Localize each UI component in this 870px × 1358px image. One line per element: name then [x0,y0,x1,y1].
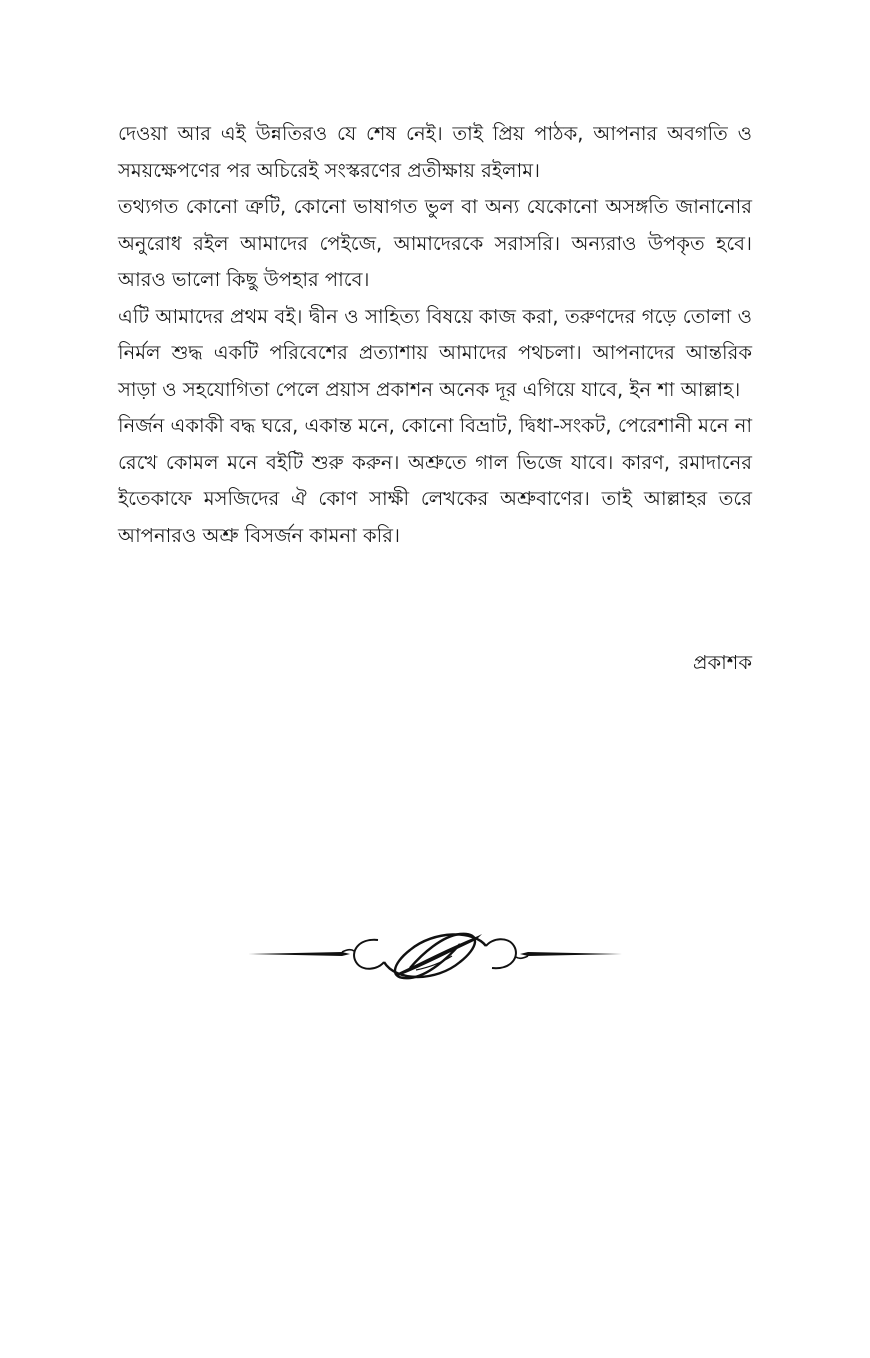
paragraph-3: এটি আমাদের প্রথম বই। দ্বীন ও সাহিত্য বিষয়ে কাজ করা, তরুণদের গড়ে তোলা ও নির্মল শুদ্ধ একটি পরিবেশের প্রত্যাশায় আমাদের পথচলা। আপনাদের আন্তরিক সাড়া ও সহযোগিতা পেলে প্রয়াস প্রকাশন অনেক দূর এগিয়ে যাবে, ইন শা আল্লাহ। [118,304,752,401]
flourish-ornament-icon [246,926,624,986]
paragraph-4: নির্জন একাকী বদ্ধ ঘরে, একান্ত মনে, কোনো বিভ্রাট, দ্বিধা-সংকট, পেরেশানী মনে না রেখে কোমল মনে বইটি শুরু করুন। অশ্রুতে গাল ভিজে যাবে। কারণ, রমাদানের ইতেকাফে মসজিদের ঐ কোণ সাক্ষী লেখকের অশ্রুবাণের। তাই আল্লাহর তরে আপনারও অশ্রু বিসর্জন কামনা করি। [118,414,752,547]
body-text [118,116,752,554]
publisher-signature: প্রকাশক [692,651,752,674]
paragraph-2: তথ্যগত কোনো ত্রুটি, কোনো ভাষাগত ভুল বা অন্য যেকোনো অসঙ্গতি জানানোর অনুরোধ রইল আমাদের পেইজে, আমাদেরকে সরাসরি। অন্যরাও উপকৃত হবে। আরও ভালো কিছু উপহার পাবে। [118,195,752,291]
paragraph-1: দেওয়া আর এই উন্নতিরও যে শেষ নেই। তাই প্রিয় পাঠক, আপনার অবগতি ও সময়ক্ষেপণের পর অচিরেই সংস্করণের প্রতীক্ষায় রইলাম। [118,122,752,182]
